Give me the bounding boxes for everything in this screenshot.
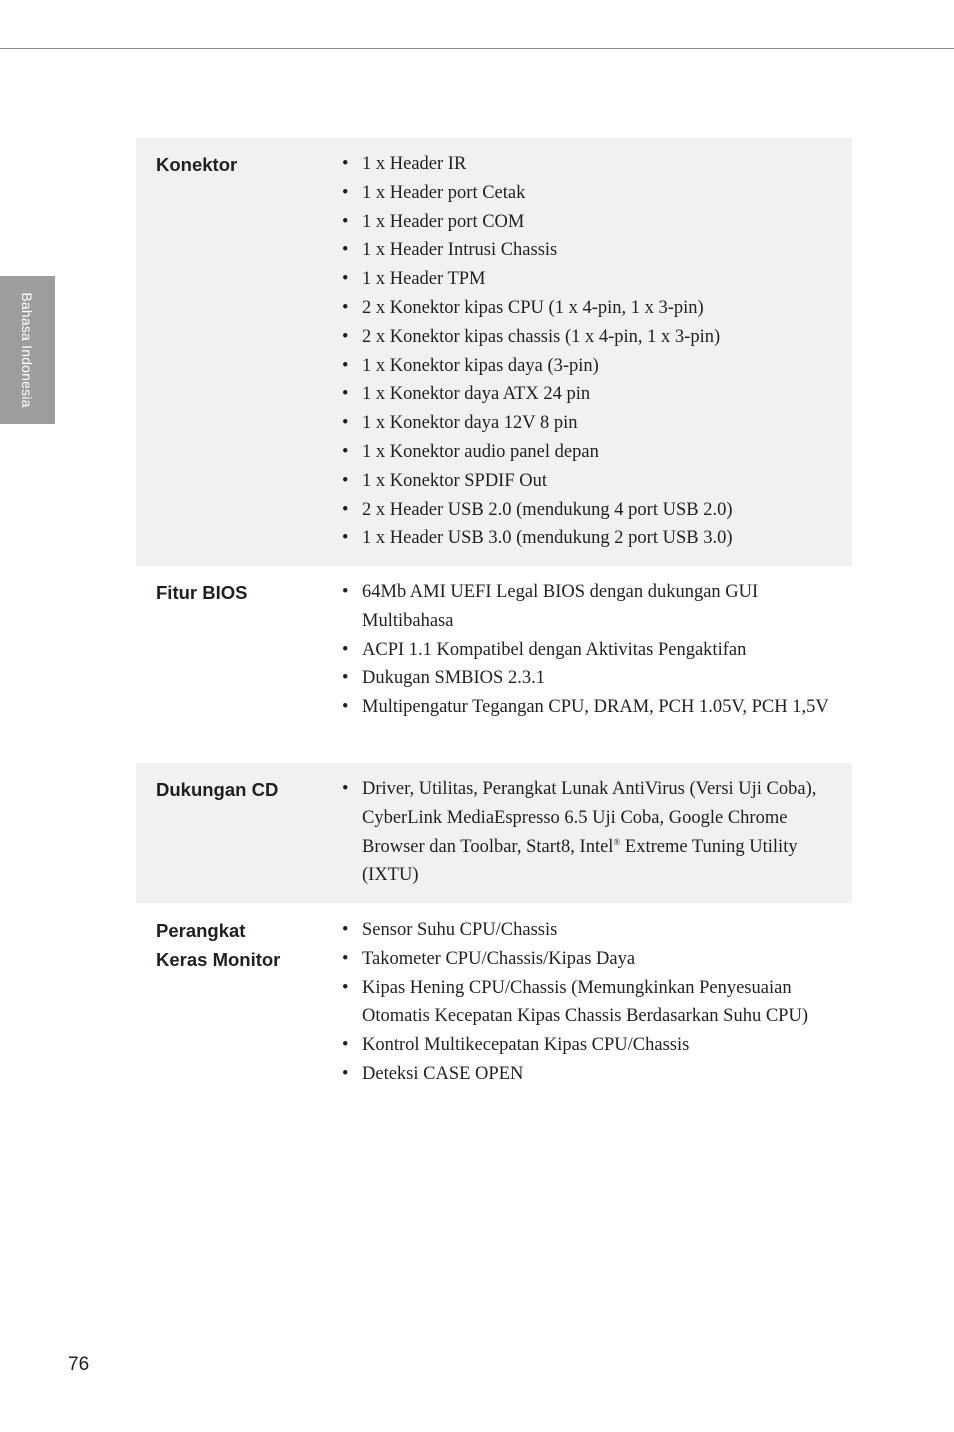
list-item: • 1 x Header IR [342, 154, 467, 174]
language-side-tab [0, 276, 55, 424]
list-item: • 2 x Konektor kipas chassis (1 x 4-pin, 1 x 3-pin) [342, 326, 721, 347]
list-item: • Driver, Utilitas, Perangkat Lunak AntiVirus (Versi Uji Coba), CyberLink MediaEspresso 6.5 Uji Coba, Google Chrome Browser dan Toolbar, Start8, Intel® Extreme Tuning Utility (IXTU) [342, 779, 817, 886]
spec-row-konektor [136, 138, 852, 566]
list-item: • 1 x Header TPM [342, 269, 486, 290]
list-item: • 1 x Konektor daya 12V 8 pin [342, 413, 578, 434]
spec-list-dukungan-cd [326, 775, 852, 903]
list-item: • Kontrol Multikecepatan Kipas CPU/Chassis [342, 1035, 690, 1056]
list-item: • ACPI 1.1 Kompatibel dengan Aktivitas Pengaktifan [342, 639, 747, 660]
spec-label-line-2: Keras Monitor [156, 949, 281, 970]
list-item: • 1 x Header Intrusi Chassis [342, 240, 558, 261]
spec-list-fitur-bios [326, 578, 852, 763]
list-item: • Multipengatur Tegangan CPU, DRAM, PCH 1.05V, PCH 1,5V [342, 697, 829, 718]
list-item: • 2 x Header USB 2.0 (mendukung 4 port USB 2.0) [342, 499, 733, 520]
side-tab-label: Bahasa Indonesia [19, 292, 35, 408]
list-item: • 1 x Konektor daya ATX 24 pin [342, 384, 591, 405]
list-item: • 64Mb AMI UEFI Legal BIOS dengan dukungan GUI Multibahasa [342, 582, 759, 631]
list-item: • 1 x Konektor kipas daya (3-pin) [342, 355, 599, 376]
list-item: • 1 x Header port COM [342, 211, 525, 232]
list-item: • Dukugan SMBIOS 2.3.1 [342, 668, 545, 689]
spec-label-konektor: Konektor [156, 154, 238, 175]
spec-label-line-1: Perangkat [156, 920, 246, 941]
spec-row-fitur-bios [136, 566, 852, 763]
list-item: • 2 x Konektor kipas CPU (1 x 4-pin, 1 x 3-pin) [342, 297, 704, 318]
page-number: 76 [68, 1354, 90, 1375]
spec-list-hardware-monitor [326, 916, 852, 1089]
spec-label-hardware-monitor [136, 916, 326, 1089]
spec-label-dukungan-cd: Dukungan CD [156, 779, 279, 800]
spec-row-dukungan-cd [136, 763, 852, 903]
spec-list-konektor [326, 150, 852, 566]
header-rule [0, 48, 954, 49]
spec-label-fitur-bios: Fitur BIOS [156, 582, 248, 603]
list-item: • 1 x Header USB 3.0 (mendukung 2 port USB 3.0) [342, 528, 733, 549]
list-item: • Deteksi CASE OPEN [342, 1063, 524, 1084]
spec-table [136, 138, 852, 1089]
list-item: • 1 x Konektor SPDIF Out [342, 470, 548, 491]
spec-row-hardware-monitor [136, 903, 852, 1089]
list-item: • 1 x Konektor audio panel depan [342, 441, 599, 462]
list-item: • 1 x Header port Cetak [342, 182, 526, 203]
list-item: • Kipas Hening CPU/Chassis (Memungkinkan Penyesuaian Otomatis Kecepatan Kipas Chassis Berdasarkan Suhu CPU) [342, 977, 808, 1027]
list-item: • Takometer CPU/Chassis/Kipas Daya [342, 948, 636, 969]
list-item: • Sensor Suhu CPU/Chassis [342, 920, 558, 940]
